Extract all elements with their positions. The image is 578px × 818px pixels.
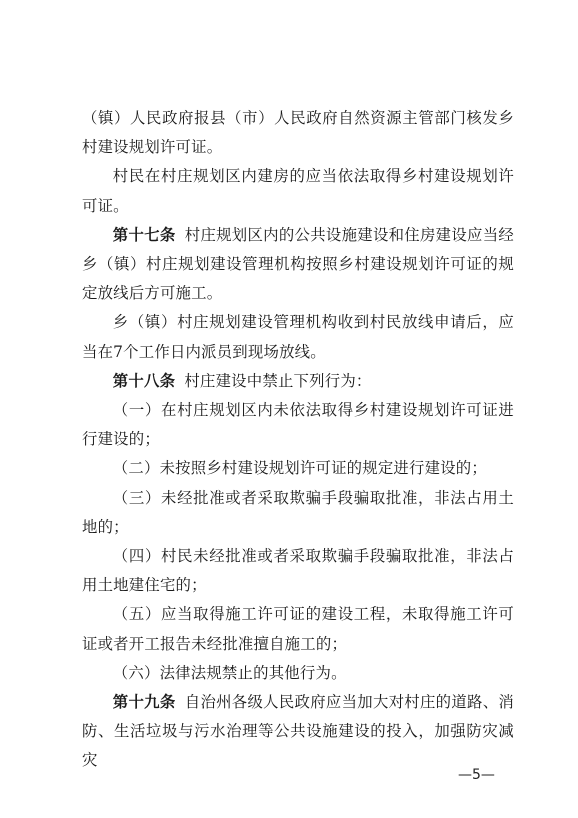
paragraph-text: 村庄建设中禁止下列行为：	[184, 371, 372, 390]
paragraph-text: 乡（镇）村庄规划建设管理机构收到村民放线申请后，应当在7个工作日内派员到现场放线。	[82, 313, 514, 361]
paragraph-text: 村民在村庄规划区内建房的应当依法取得乡村建设规划许可证。	[82, 167, 514, 215]
paragraph-text: 村庄规划区内的公共设施建设和住房建设应当经乡（镇）村庄规划建设管理机构按照乡村建设规划许可证的规定放线后方可施工。	[82, 225, 514, 303]
paragraph-text: （二）未按照乡村建设规划许可证的规定进行建设的；	[112, 459, 487, 478]
paragraph-text: 自治州各级人民政府应当加大对村庄的道路、消防、生活垃圾与污水治理等公共设施建设的投入，加强防灾减灾	[82, 693, 514, 770]
list-item-6	[82, 659, 514, 688]
article-number: 第十九条	[112, 693, 176, 712]
list-item-3	[82, 484, 514, 542]
article-17-paragraph	[82, 221, 514, 309]
article-19-paragraph	[82, 688, 514, 776]
document-body	[82, 104, 514, 776]
paragraph	[82, 308, 514, 366]
list-item-2	[82, 454, 514, 483]
paragraph-continuation	[82, 104, 514, 162]
paragraph-text: （五）应当取得施工许可证的建设工程，未取得施工许可证或者开工报告未经批准擅自施工的；	[82, 605, 514, 653]
list-item-5	[82, 600, 514, 658]
article-18-paragraph	[82, 367, 514, 396]
paragraph	[82, 162, 514, 220]
page-number: —5—	[458, 767, 495, 783]
article-number: 第十七条	[112, 225, 176, 244]
paragraph-text: （四）村民未经批准或者采取欺骗手段骗取批准，非法占用土地建住宅的；	[82, 547, 514, 595]
list-item-4	[82, 542, 514, 600]
paragraph-text: （镇）人民政府报县（市）人民政府自然资源主管部门核发乡村建设规划许可证。	[82, 109, 514, 157]
paragraph-text: （一）在村庄规划区内未依法取得乡村建设规划许可证进行建设的；	[82, 401, 514, 449]
article-number: 第十八条	[112, 371, 176, 390]
paragraph-text: （三）未经批准或者采取欺骗手段骗取批准，非法占用土地的；	[82, 488, 514, 536]
list-item-1	[82, 396, 514, 454]
paragraph-text: （六）法律法规禁止的其他行为。	[112, 663, 347, 682]
